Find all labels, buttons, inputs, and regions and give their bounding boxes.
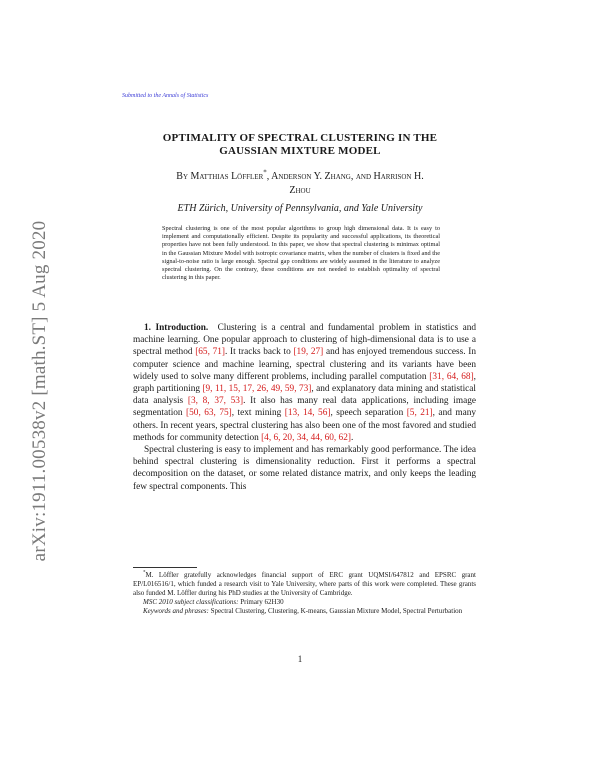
paragraph-2: Spectral clustering is easy to implement and has remarkably good performance. The idea behind spectral clustering is dimensionality reduction. First it performs a spectral decomposition on the dataset, or some related distance matrix, and only keeps the leading few spectral components. This (133, 445, 476, 492)
msc-value: Primary 62H30 (238, 598, 284, 606)
paper-title-line-2: GAUSSIAN MIXTURE MODEL (219, 145, 381, 157)
footnote-marker[interactable]: * (263, 168, 267, 177)
citation-link[interactable]: [9, 11, 15, 17, 26, 49, 59, 73] (202, 384, 312, 395)
msc-classification (133, 598, 476, 607)
footnote-rule (133, 567, 197, 568)
citation-link[interactable]: [50, 63, 75] (186, 408, 232, 419)
intro-text-run: . It also has many real data applications, including image segmentation (133, 396, 476, 419)
footnotes (133, 571, 476, 616)
arxiv-identifier-stamp: arXiv:1911.00538v2 [math.ST] 5 Aug 2020 (29, 220, 50, 562)
keywords-value: Spectral Clustering, Clustering, K-means, Gaussian Mixture Model, Spectral Perturbation (208, 607, 463, 615)
intro-text-run: , and explanatory data mining and statistical data analysis (133, 384, 476, 407)
citation-link[interactable]: [3, 8, 37, 53] (187, 396, 244, 407)
intro-text-run: , and many others. In recent years, spectral clustering has also been one of the most favored and studied methods for community detection (133, 408, 476, 443)
footnote-star: * (143, 570, 146, 576)
intro-paragraph (133, 322, 476, 444)
paper-title-line-1: OPTIMALITY OF SPECTRAL CLUSTERING IN THE (162, 132, 438, 144)
citation-link[interactable]: [19, 27] (293, 347, 324, 358)
author-rest: , Anderson Y. Zhang, and Harrison H. (266, 171, 424, 182)
citation-link[interactable]: [65, 71] (195, 347, 225, 358)
journal-note[interactable]: Submitted to the Annals of Statistics (122, 93, 209, 99)
author-list (130, 170, 470, 198)
citation-link[interactable]: [5, 21] (406, 408, 433, 419)
intro-text-run: Clustering is a central and fundamental problem in statistics and machine learning. One popular approach to clustering of high-dimensional data is to use a spectral method (133, 323, 476, 358)
intro-text-run: . (350, 432, 354, 443)
affiliations: ETH Zürich, University of Pennsylvania, and Yale University (177, 203, 423, 214)
author-line-2: Zhou (289, 185, 311, 196)
intro-text-run: , text mining (231, 408, 285, 419)
citation-link[interactable]: [4, 6, 20, 34, 44, 60, 62] (261, 432, 351, 443)
intro-text-run: , graph partitioning (133, 371, 476, 395)
intro-body (133, 323, 476, 443)
intro-text-run: . It tracks back to (225, 347, 294, 358)
page-number: 1 (297, 654, 303, 664)
author-line-1 (130, 170, 470, 184)
funding-text: M. Löffler gratefully acknowledges financial support of ERC grant UQMSI/647812 and EPSRC grant EP/L016516/1, which funded a research visit to Yale University, where parts of this work were completed. These grants also funded M. Löffler during his PhD studies at the University of Cambridge. (133, 571, 476, 597)
paper-title (122, 132, 478, 158)
keywords-label: Keywords and phrases: (143, 607, 209, 615)
abstract: Spectral clustering is one of the most popular algorithms to group high dimensional data. It is easy to implement and computationally efficient. Despite its popularity and successful applications, its theoretical properties have not been fully understood. In this paper, we show that spectral clustering is minimax optimal in the Gaussian Mixture Model with isotropic covariance matrix, when the number of clusters is fixed and the signal-to-noise ratio is large enough. Spectral gap conditions are widely assumed in the literature to analyze spectral clustering. On the contrary, these conditions are not needed to establish optimality of spectral clustering in this paper. (162, 225, 440, 282)
intro-text-run: , speech separation (330, 408, 407, 419)
section-heading: 1. Introduction. (144, 323, 209, 333)
author-prefix: By Matthias Löffler (176, 171, 264, 182)
intro-text-run: and has enjoyed tremendous success. In computer science and machine learning, spectral clustering and its variants have been widely used to solve many different problems, including parallel computation (133, 347, 476, 382)
msc-label: MSC 2010 subject classifications: (143, 598, 239, 606)
funding-footnote (133, 571, 476, 598)
citation-link[interactable]: [31, 64, 68] (429, 371, 474, 382)
keywords (133, 607, 476, 616)
main-text (133, 322, 476, 493)
citation-link[interactable]: [13, 14, 56] (284, 408, 331, 419)
